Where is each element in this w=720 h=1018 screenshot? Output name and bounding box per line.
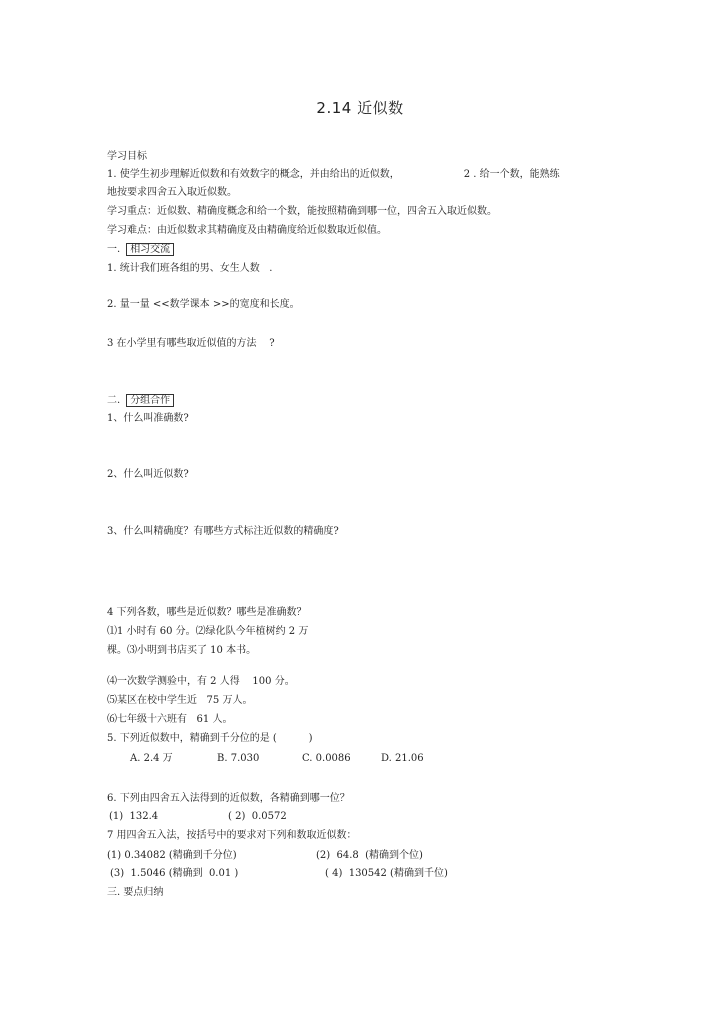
q4-line-3: ⑷一次数学测验中，有 2 人得 100 分。: [107, 676, 295, 687]
goal-line-2: 地按要求四舍五入取近似数。: [107, 187, 237, 198]
q7-a: (1) 0.34082 (精确到千分位): [107, 850, 237, 861]
q5-stem: 5. 下列近似数中，精确到千分位的是 ( ): [107, 733, 313, 744]
q4-stem: 4 下列各数，哪些是近似数？哪些是准确数？: [107, 607, 307, 618]
q7-stem: 7 用四舍五入法，按括号中的要求对下列和数取近似数：: [107, 830, 357, 841]
q7-b: (2) 64.8 (精确到个位): [316, 850, 423, 861]
page-title: 2.14 近似数: [316, 99, 404, 117]
q6-b: ( 2) 0.0572: [228, 811, 287, 822]
section-1-prefix: 一.: [107, 244, 121, 255]
section-1-q1: 1. 统计我们班各组的男、女生人数 .: [107, 263, 273, 274]
section-2-prefix: 二.: [107, 395, 121, 406]
q5-option-b: B. 7.030: [217, 753, 260, 764]
section-1-q2: 2. 量一量 <<数学课本 >>的宽度和长度。: [107, 299, 300, 310]
q5-option-c: C. 0.0086: [302, 753, 351, 764]
q4-line-5: ⑹七年级十六班有 61 人。: [107, 714, 233, 725]
section-1-q3: 3 在小学里有哪些取近似值的方法 ?: [107, 338, 275, 349]
section-1-heading: [107, 243, 174, 257]
q6-stem: 6. 下列由四舍五入法得到的近似数，各精确到哪一位？: [107, 793, 350, 804]
goal-1b: 2 . 给一个数，能熟练: [463, 169, 560, 180]
goals-heading: 学习目标: [107, 151, 147, 162]
q4-line-4: ⑸某区在校中学生近 75 万人。: [107, 695, 253, 706]
q4-line-1: ⑴1 小时有 60 分。⑵绿化队今年植树约 2 万: [107, 626, 309, 637]
q5-option-d: D. 21.06: [381, 753, 424, 764]
q7-d: ( 4) 130542 (精确到千位): [325, 868, 448, 879]
q5-option-a: A. 2.4 万: [130, 753, 173, 764]
q7-c: (3) 1.5046 (精确到 0.01 ): [110, 868, 239, 879]
section-1-box: 相习交流: [126, 243, 174, 256]
q4-line-2: 棵。⑶小明到书店买了 10 本书。: [107, 645, 257, 656]
key-point: 学习重点：近似数、精确度概念和给一个数，能按照精确到哪一位，四舍五入取近似数。: [107, 206, 497, 217]
section-2-q3: 3、什么叫精确度？有哪些方式标注近似数的精确度?: [107, 526, 339, 537]
difficulty: 学习难点：由近似数求其精确度及由精确度给近似数取近似值。: [107, 225, 387, 236]
section-2-q1: 1、什么叫准确数?: [107, 413, 189, 424]
section-2-heading: [107, 394, 174, 408]
section-2-box: 分组合作: [126, 394, 174, 407]
goal-line-1: [107, 168, 560, 182]
section-3-heading: 三. 要点归纳: [107, 887, 164, 898]
q6-a: (1) 132.4: [109, 811, 159, 822]
goal-1a: 1. 使学生初步理解近似数和有效数字的概念，并由给出的近似数，: [107, 169, 400, 180]
section-2-q2: 2、什么叫近似数?: [107, 469, 189, 480]
